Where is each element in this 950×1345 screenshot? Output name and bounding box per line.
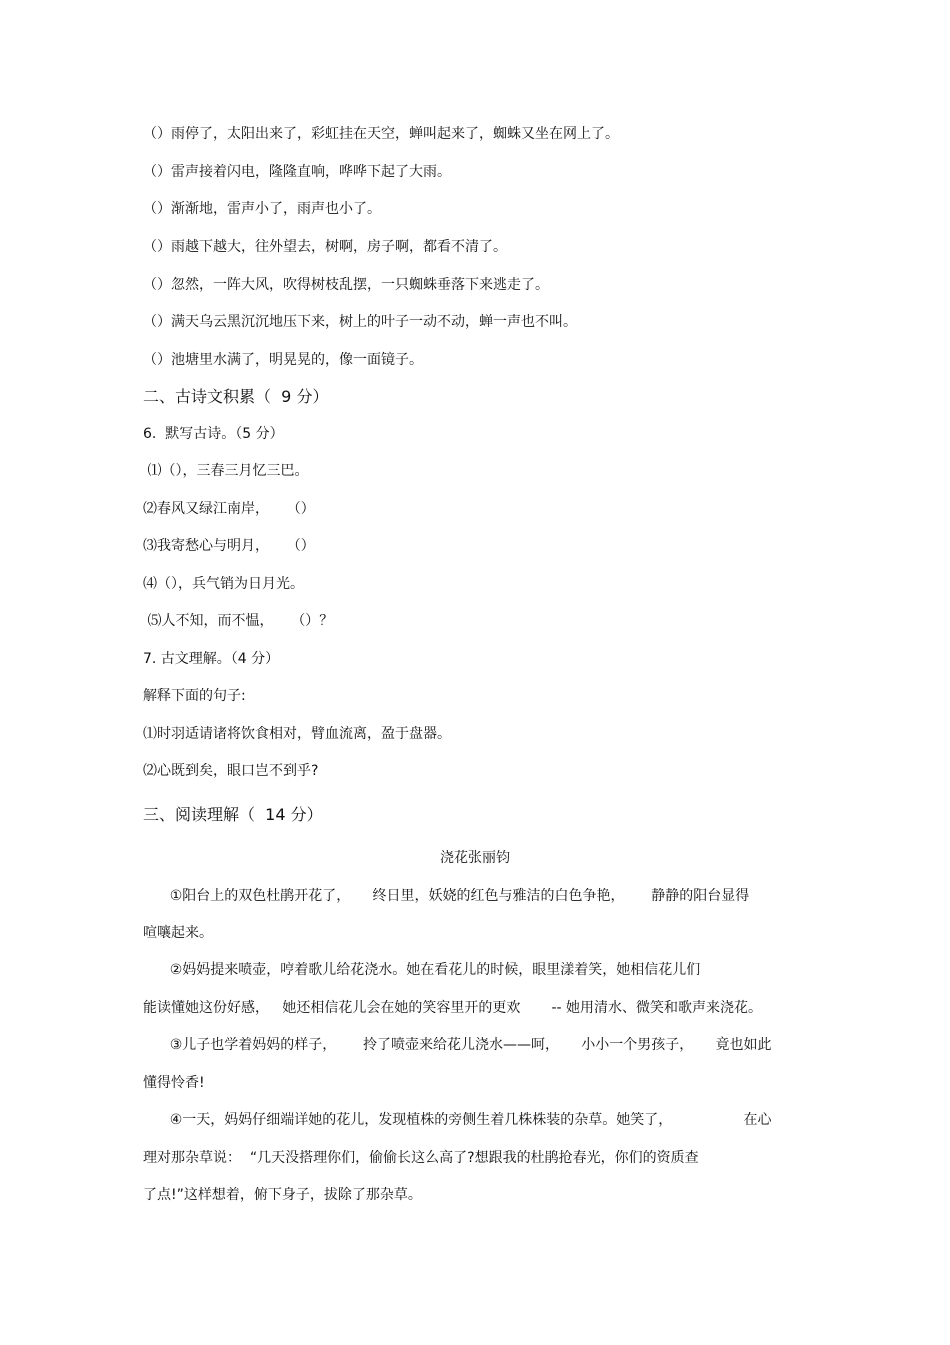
section2-heading: 二、古诗文积累（ 9 分） — [143, 387, 329, 406]
sentence-1: ⑴时羽适请诸将饮食相对，臂血流离，盈于盘器。 — [143, 726, 451, 742]
passage-line-8: 理对那杂草说： “几天没搭理你们，偷偷长这么高了?想跟我的杜鹃抢春光，你们的资质查 — [143, 1150, 699, 1166]
order-item-1: （）雨停了，太阳出来了，彩虹挂在天空，蝉叫起来了，蜘蛛又坐在网上了。 — [143, 126, 619, 142]
passage-line-7: ④一天，妈妈仔细端详她的花儿，发现植株的旁侧生着几株株装的杂草。她笑了， 在心 — [143, 1112, 772, 1128]
explain-instruction: 解释下面的句子: — [143, 688, 246, 704]
question-6: 6. 默写古诗。（5 分） — [143, 426, 284, 442]
poem-line-2: ⑵春风又绿江南岸， （） — [143, 501, 315, 517]
passage-line-6: 懂得怜香! — [143, 1075, 205, 1091]
passage-line-4: 能读懂她这份好感， 她还相信花儿会在她的笑容里开的更欢 -- 她用清水、微笑和歌声来浇花。 — [143, 1000, 763, 1016]
question-7: 7. 古文理解。（4 分） — [143, 651, 280, 667]
order-item-7: （）池塘里水满了，明晃晃的，像一面镜子。 — [143, 352, 423, 368]
section3-heading: 三、阅读理解（ 14 分） — [143, 805, 323, 824]
poem-line-1: ⑴（），三春三月忆三巴。 — [143, 463, 309, 479]
passage-line-2: 喧嚷起来。 — [143, 925, 213, 941]
poem-line-3: ⑶我寄愁心与明月， （） — [143, 538, 315, 554]
poem-line-5: ⑸人不知，而不愠， （）？ — [143, 613, 334, 629]
passage-title: 浇花张丽钧 — [440, 850, 510, 866]
order-item-4: （）雨越下越大，往外望去，树啊，房子啊，都看不清了。 — [143, 239, 507, 255]
passage-line-5: ③儿子也学着妈妈的样子， 拎了喷壶来给花儿浇水——呵， 小小一个男孩子， 竟也如此 — [143, 1037, 772, 1053]
sentence-2: ⑵心既到矣，眼口岂不到乎? — [143, 763, 319, 779]
passage-line-3: ②妈妈提来喷壶，哼着歌儿给花浇水。她在看花儿的时候，眼里漾着笑，她相信花儿们 — [143, 962, 701, 978]
order-item-2: （）雷声接着闪电，隆隆直响，哗哗下起了大雨。 — [143, 164, 451, 180]
order-item-6: （）满天乌云黑沉沉地压下来，树上的叶子一动不动，蝉一声也不叫。 — [143, 314, 577, 330]
order-item-5: （）忽然，一阵大风，吹得树枝乱摆，一只蜘蛛垂落下来逃走了。 — [143, 277, 549, 293]
passage-line-1: ①阳台上的双色杜鹃开花了， 终日里，妖娆的红色与雅洁的白色争艳， 静静的阳台显得 — [143, 888, 750, 904]
poem-line-4: ⑷（），兵气销为日月光。 — [143, 576, 304, 592]
order-item-3: （）渐渐地，雷声小了，雨声也小了。 — [143, 201, 381, 217]
passage-line-9: 了点!”这样想着，俯下身子，拔除了那杂草。 — [143, 1187, 422, 1203]
